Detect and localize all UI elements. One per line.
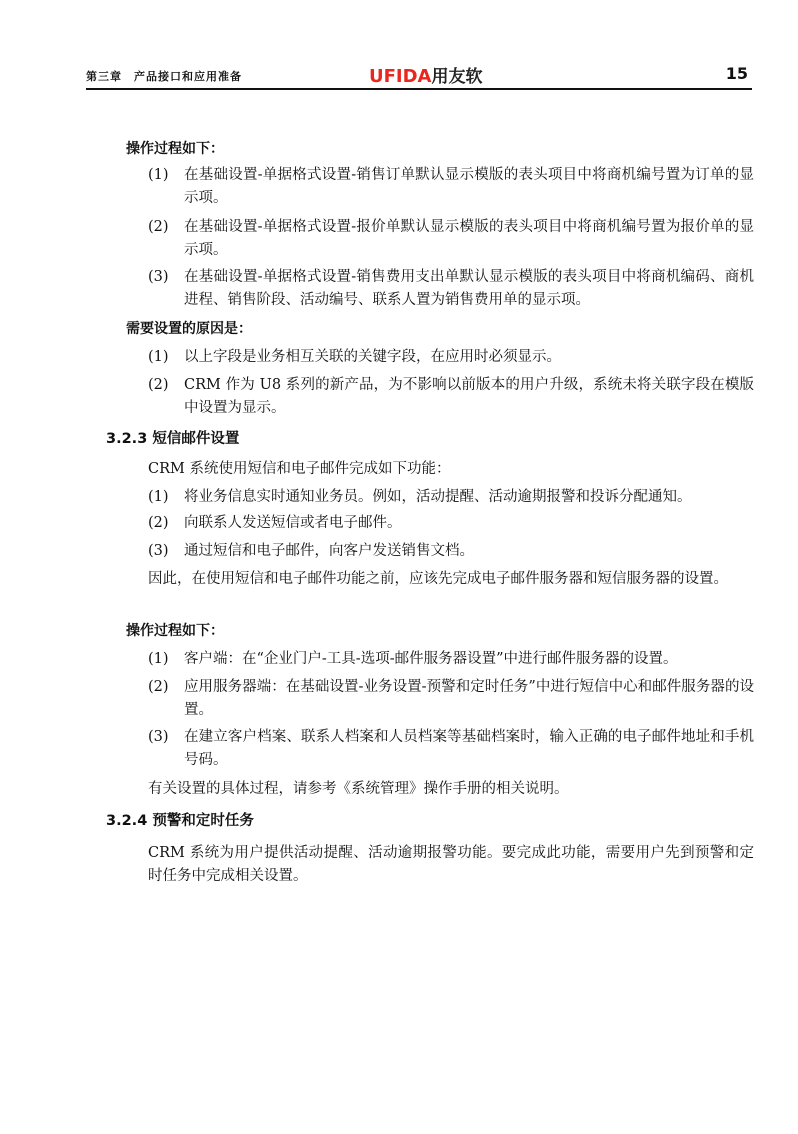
section-paragraph: 因此，在使用短信和电子邮件功能之前，应该先完成电子邮件服务器和短信服务器的设置。 [148,571,728,587]
list-item-number: (3) [148,729,169,745]
list-item-text: CRM 作为 U8 系列的新产品，为不影响以前版本的用户升级，系统未将关联字段在模版中设置为显示。 [184,377,754,416]
procedure-heading-2: 操作过程如下： [126,623,224,639]
list-item-number: (1) [148,167,169,183]
logo-text-cn: 用友软 [431,67,483,87]
list-item-number: (3) [148,543,169,559]
list-item-number: (2) [148,515,169,531]
list-item-number: (2) [148,219,169,235]
list-item-number: (1) [148,489,169,505]
header-divider [86,88,752,90]
section-intro: CRM 系统使用短信和电子邮件完成如下功能： [148,461,451,477]
ufida-logo [369,62,482,87]
section-heading-3-2-4: 3.2.4 预警和定时任务 [106,813,254,829]
logo-text-en: UFIDA [369,66,432,87]
page-number: 15 [725,64,748,83]
list-item-number: (1) [148,651,169,667]
list-item-number: (1) [148,349,169,365]
reason-heading: 需要设置的原因是： [126,321,252,337]
list-item-number: (2) [148,679,169,695]
list-item-number: (2) [148,377,169,393]
list-item-text: 在建立客户档案、联系人档案和人员档案等基础档案时，输入正确的电子邮件地址和手机号码。 [184,729,754,768]
section-heading-3-2-3: 3.2.3 短信邮件设置 [106,431,240,447]
list-item-text: 将业务信息实时通知业务员。例如，活动提醒、活动逾期报警和投诉分配通知。 [184,489,692,505]
chapter-title: 第三章 产品接口和应用准备 [86,70,242,83]
list-item-number: (3) [148,269,169,285]
section-paragraph: CRM 系统为用户提供活动提醒、活动逾期报警功能。要完成此功能，需要用户先到预警和定时任务中完成相关设置。 [148,845,754,884]
procedure-heading-1: 操作过程如下： [126,141,224,157]
list-item-text: 应用服务器端：在基础设置-业务设置-预警和定时任务”中进行短信中心和邮件服务器的设置。 [184,679,754,718]
list-item-text: 客户端：在“企业门户-工具-选项-邮件服务器设置”中进行邮件服务器的设置。 [184,651,678,667]
list-item-text: 在基础设置-单据格式设置-销售订单默认显示模版的表头项目中将商机编号置为订单的显示项。 [184,167,754,206]
list-item-text: 在基础设置-单据格式设置-销售费用支出单默认显示模版的表头项目中将商机编码、商机进程、销售阶段、活动编号、联系人置为销售费用单的显示项。 [184,269,754,308]
list-item-text: 以上字段是业务相互关联的关键字段，在应用时必须显示。 [184,349,561,365]
list-item-text: 通过短信和电子邮件，向客户发送销售文档。 [184,543,474,559]
page-header [86,62,752,88]
list-item-text: 在基础设置-单据格式设置-报价单默认显示模版的表头项目中将商机编号置为报价单的显示项。 [184,219,754,258]
list-item-text: 向联系人发送短信或者电子邮件。 [184,515,402,531]
reference-note: 有关设置的具体过程，请参考《系统管理》操作手册的相关说明。 [148,781,569,797]
